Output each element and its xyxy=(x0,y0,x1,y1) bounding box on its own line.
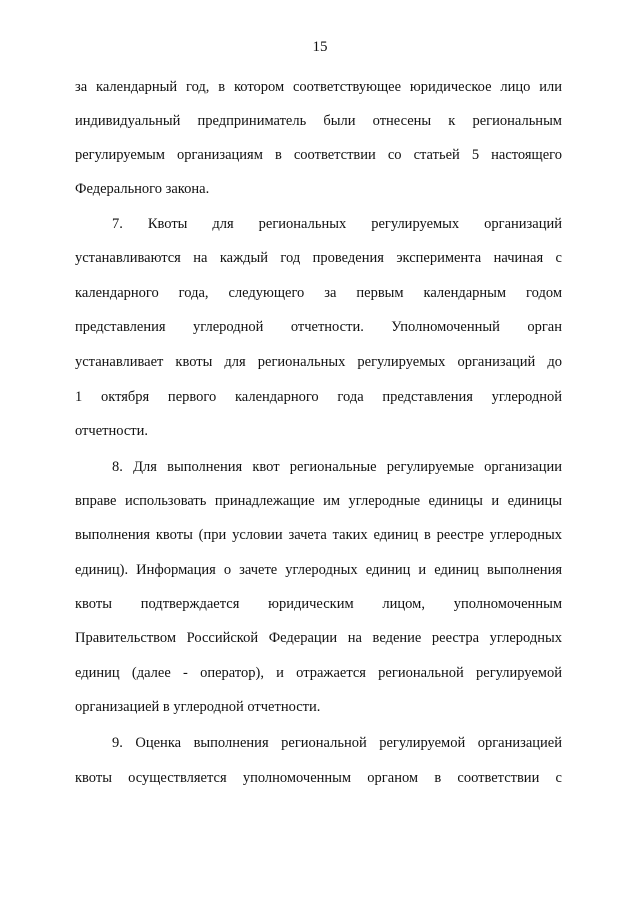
text-line: единиц). Информация о зачете углеродных единиц и единиц выполнения xyxy=(75,562,562,578)
text-line: представления углеродной отчетности. Уполномоченный орган xyxy=(75,319,562,335)
text-line: 9. Оценка выполнения региональной регулируемой организацией xyxy=(112,735,562,751)
text-line: вправе использовать принадлежащие им углеродные единицы и единицы xyxy=(75,493,562,509)
text-line: индивидуальный предприниматель были отнесены к региональным xyxy=(75,113,562,129)
text-line: 8. Для выполнения квот региональные регулируемые организации xyxy=(112,459,562,475)
text-line: календарного года, следующего за первым календарным годом xyxy=(75,285,562,301)
page-number: 15 xyxy=(312,39,328,55)
text-line: регулируемым организациям в соответствии со статьей 5 настоящего xyxy=(75,147,562,163)
text-line: Федерального закона. xyxy=(75,181,210,197)
text-line: Правительством Российской Федерации на ведение реестра углеродных xyxy=(75,630,562,646)
text-line: организацией в углеродной отчетности. xyxy=(75,699,321,715)
text-line: отчетности. xyxy=(75,423,148,439)
text-line: единиц (далее - оператор), и отражается региональной регулируемой xyxy=(75,665,562,681)
text-line: квоты подтверждается юридическим лицом, уполномоченным xyxy=(75,596,562,612)
text-line: устанавливает квоты для региональных регулируемых организаций до xyxy=(75,354,562,370)
text-line: за календарный год, в котором соответствующее юридическое лицо или xyxy=(75,79,562,95)
text-line: устанавливаются на каждый год проведения эксперимента начиная с xyxy=(75,250,562,266)
text-line: квоты осуществляется уполномоченным органом в соответствии с xyxy=(75,770,562,786)
text-line: 1 октября первого календарного года представления углеродной xyxy=(75,389,562,405)
text-line: 7. Квоты для региональных регулируемых организаций xyxy=(112,216,562,232)
text-line: выполнения квоты (при условии зачета таких единиц в реестре углеродных xyxy=(75,527,562,543)
